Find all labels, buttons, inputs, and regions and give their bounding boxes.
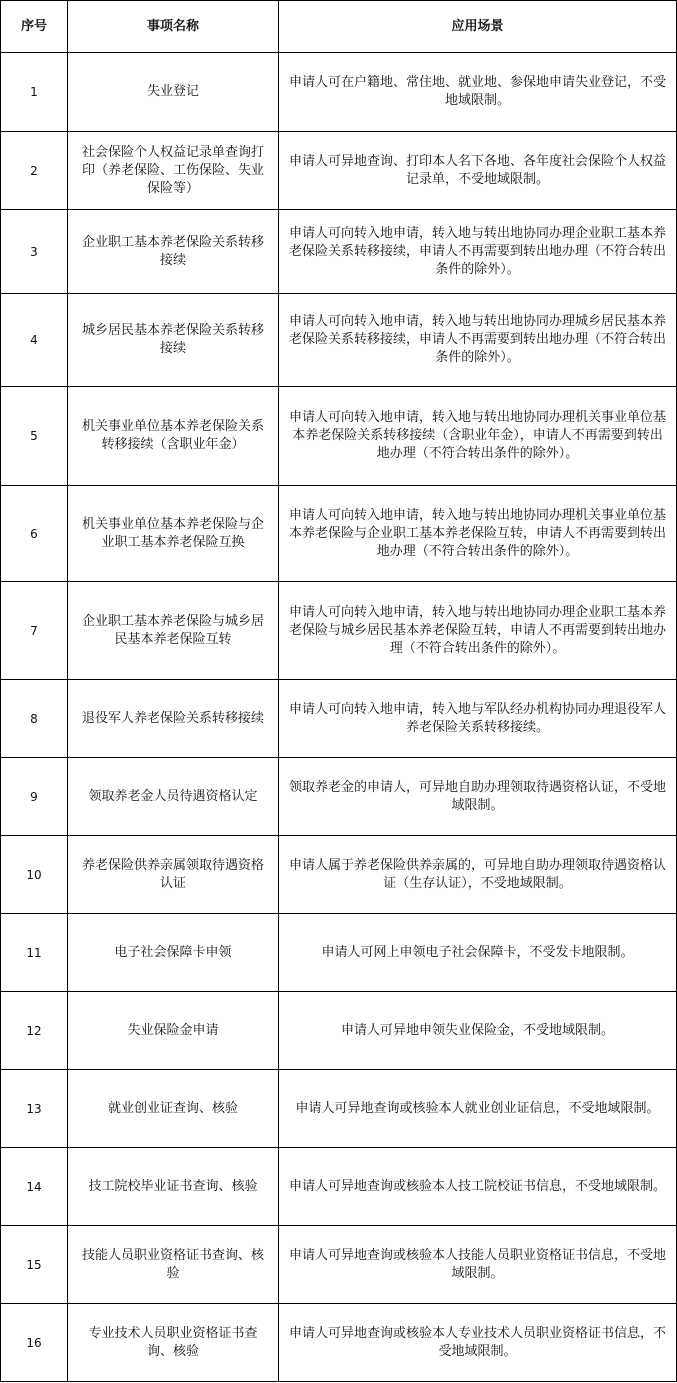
row-item-name: 社会保险个人权益记录单查询打印（养老保险、工伤保险、失业保险等） [68,132,279,210]
row-application-scene: 申请人可向转入地申请，转入地与转出地协同办理机关事业单位基本养老保险与企业职工基本养老保险互转，申请人不再需要到转出地办理（不符合转出条件的除外）。 [279,486,677,582]
row-application-scene: 申请人可在户籍地、常住地、就业地、参保地申请失业登记，不受地域限制。 [279,53,677,132]
row-serial-number: 11 [1,914,68,992]
row-application-scene: 申请人可向转入地申请，转入地与军队经办机构协同办理退役军人养老保险关系转移接续。 [279,680,677,758]
row-serial-number: 15 [1,1226,68,1304]
row-application-scene: 申请人可异地查询或核验本人专业技术人员职业资格证书信息，不受地域限制。 [279,1304,677,1382]
row-serial-number: 16 [1,1304,68,1382]
row-application-scene: 领取养老金的申请人，可异地自助办理领取待遇资格认证，不受地域限制。 [279,758,677,836]
header-application-scene: 应用场景 [279,1,677,53]
row-item-name: 城乡居民基本养老保险关系转移接续 [68,294,279,387]
row-application-scene: 申请人可异地查询、打印本人名下各地、各年度社会保险个人权益记录单，不受地域限制。 [279,132,677,210]
row-item-name: 机关事业单位基本养老保险关系转移接续（含职业年金） [68,387,279,486]
row-item-name: 专业技术人员职业资格证书查询、核验 [68,1304,279,1382]
row-item-name: 就业创业证查询、核验 [68,1070,279,1148]
row-serial-number: 2 [1,132,68,210]
row-item-name: 企业职工基本养老保险与城乡居民基本养老保险互转 [68,582,279,680]
table-row [1,758,677,836]
row-serial-number: 6 [1,486,68,582]
table-row [1,582,677,680]
row-item-name: 企业职工基本养老保险关系转移接续 [68,210,279,294]
table-row [1,1070,677,1148]
row-application-scene: 申请人可向转入地申请，转入地与转出地协同办理城乡居民基本养老保险关系转移接续，申请人不再需要到转出地办理（不符合转出条件的除外）。 [279,294,677,387]
table-row [1,914,677,992]
table-row [1,486,677,582]
table-row [1,1304,677,1382]
row-application-scene: 申请人可向转入地申请，转入地与转出地协同办理企业职工基本养老保险与城乡居民基本养老保险互转，申请人不再需要到转出地办理（不符合转出条件的除外）。 [279,582,677,680]
row-application-scene: 申请人可向转入地申请，转入地与转出地协同办理机关事业单位基本养老保险关系转移接续（含职业年金），申请人不再需要到转出地办理（不符合转出条件的除外）。 [279,387,677,486]
header-item-name: 事项名称 [68,1,279,53]
row-serial-number: 5 [1,387,68,486]
row-serial-number: 14 [1,1148,68,1226]
row-serial-number: 10 [1,836,68,914]
table-row [1,387,677,486]
row-serial-number: 4 [1,294,68,387]
table-row [1,132,677,210]
table-row [1,1148,677,1226]
table-row [1,680,677,758]
row-item-name: 失业保险金申请 [68,992,279,1070]
row-application-scene: 申请人可向转入地申请，转入地与转出地协同办理企业职工基本养老保险关系转移接续，申请人不再需要到转出地办理（不符合转出条件的除外）。 [279,210,677,294]
row-item-name: 领取养老金人员待遇资格认定 [68,758,279,836]
row-serial-number: 13 [1,1070,68,1148]
row-serial-number: 12 [1,992,68,1070]
table-row [1,294,677,387]
row-application-scene: 申请人属于养老保险供养亲属的，可异地自助办理领取待遇资格认证（生存认证），不受地域限制。 [279,836,677,914]
row-serial-number: 1 [1,53,68,132]
row-serial-number: 7 [1,582,68,680]
row-item-name: 机关事业单位基本养老保险与企业职工基本养老保险互换 [68,486,279,582]
row-application-scene: 申请人可网上申领电子社会保障卡，不受发卡地限制。 [279,914,677,992]
row-application-scene: 申请人可异地查询或核验本人就业创业证信息，不受地域限制。 [279,1070,677,1148]
row-item-name: 退役军人养老保险关系转移接续 [68,680,279,758]
row-serial-number: 9 [1,758,68,836]
table-row [1,992,677,1070]
row-item-name: 养老保险供养亲属领取待遇资格认证 [68,836,279,914]
table-row [1,53,677,132]
table-row [1,1226,677,1304]
row-item-name: 技工院校毕业证书查询、核验 [68,1148,279,1226]
header-row [1,1,677,53]
row-application-scene: 申请人可异地申领失业保险金，不受地域限制。 [279,992,677,1070]
row-serial-number: 3 [1,210,68,294]
row-application-scene: 申请人可异地查询或核验本人技能人员职业资格证书信息，不受地域限制。 [279,1226,677,1304]
row-item-name: 电子社会保障卡申领 [68,914,279,992]
header-serial-number: 序号 [1,1,68,53]
row-serial-number: 8 [1,680,68,758]
row-application-scene: 申请人可异地查询或核验本人技工院校证书信息，不受地域限制。 [279,1148,677,1226]
table-row [1,836,677,914]
row-item-name: 失业登记 [68,53,279,132]
table-row [1,210,677,294]
row-item-name: 技能人员职业资格证书查询、核验 [68,1226,279,1304]
